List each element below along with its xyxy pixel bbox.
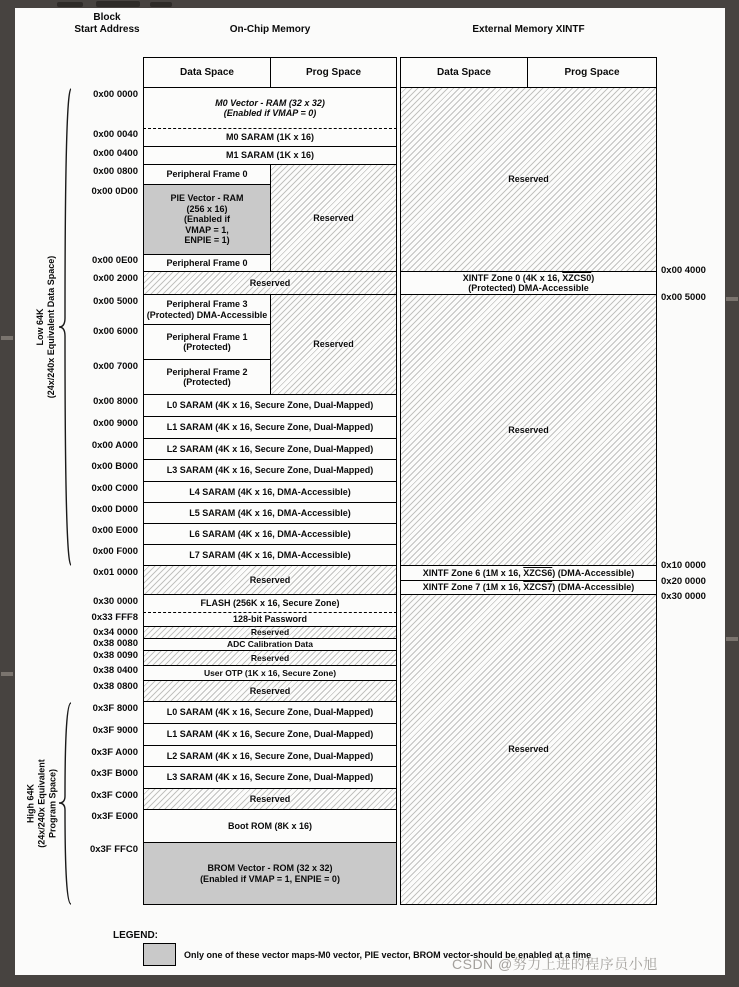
label-line: Peripheral Frame 2 — [166, 366, 248, 377]
address-label: 0x00 C000 — [91, 483, 138, 494]
column-header-onchip-prog: Prog Space — [270, 57, 397, 88]
block-l7-saram: L7 SARAM (4K x 16, DMA-Accessible) — [143, 545, 397, 566]
address-label: 0x01 0000 — [93, 567, 138, 578]
block-boot-rom: Boot ROM (8K x 16) — [143, 810, 397, 843]
block-l6-saram: L6 SARAM (4K x 16, DMA-Accessible) — [143, 524, 397, 545]
column-header-external-data: Data Space — [400, 57, 528, 88]
address-label: 0x20 0000 — [661, 576, 706, 587]
legend-text: Only one of these vector maps-M0 vector, PIE vector, BROM vector-should be enabled at a time — [184, 950, 592, 960]
address-label: 0x3F FFC0 — [89, 844, 138, 855]
block-ext-reserved-top: Reserved — [400, 88, 657, 272]
block-reserved-0x10000: Reserved — [143, 566, 397, 595]
address-label: 0x00 A000 — [91, 440, 138, 451]
address-label: 0x00 7000 — [93, 361, 138, 372]
block-l0-saram: L0 SARAM (4K x 16, Secure Zone, Dual-Mapped) — [143, 395, 397, 417]
low-64k-label — [35, 207, 57, 447]
label-line: (Protected) DMA-Accessible — [468, 283, 589, 293]
address-label: 0x00 B000 — [91, 461, 138, 472]
legend-title: LEGEND: — [113, 930, 158, 941]
heading-line: Start Address — [74, 24, 140, 35]
address-label: 0x30 0000 — [93, 596, 138, 607]
block-l3-saram: L3 SARAM (4K x 16, Secure Zone, Dual-Mapped) — [143, 460, 397, 482]
address-label: 0x3F A000 — [91, 747, 138, 758]
address-label: 0x3F E000 — [91, 811, 138, 822]
address-label: 0x00 0800 — [93, 166, 138, 177]
block-ext-reserved-middle: Reserved — [400, 295, 657, 566]
block-l3-saram-high: L3 SARAM (4K x 16, Secure Zone, Dual-Mapped) — [143, 767, 397, 789]
top-crop-artifact — [96, 1, 140, 7]
label-line: Program Space) — [47, 768, 58, 839]
block-peripheral-frame3 — [143, 295, 271, 325]
address-label: 0x38 0090 — [93, 650, 138, 661]
address-label: 0x00 2000 — [93, 273, 138, 284]
label-line: High 64K — [25, 784, 36, 824]
legend-vector-swatch — [143, 943, 176, 966]
block-l1-saram-high: L1 SARAM (4K x 16, Secure Zone, Dual-Mapped) — [143, 724, 397, 746]
label-line: (256 x 16) — [186, 203, 228, 214]
csdn-watermark: CSDN @努力上进的程序员小旭 — [452, 956, 658, 972]
label-line: M0 Vector - RAM (32 x 32) — [215, 97, 325, 108]
top-crop-artifact — [150, 2, 172, 7]
block-l0-saram-high: L0 SARAM (4K x 16, Secure Zone, Dual-Mapped) — [143, 702, 397, 724]
block-reserved-0x340000: Reserved — [143, 627, 397, 639]
label-line: VMAP = 1, — [185, 224, 229, 235]
frame-tick — [726, 637, 738, 641]
block-m1-saram: M1 SARAM (1K x 16) — [143, 147, 397, 165]
address-label: 0x00 9000 — [93, 418, 138, 429]
block-prog-reserved-lower: Reserved — [270, 295, 397, 395]
zone0-signal: XZCS0 — [562, 272, 592, 283]
block-xintf-zone0 — [400, 272, 657, 295]
address-label: 0x34 0000 — [93, 627, 138, 638]
onchip-memory-title: On-Chip Memory — [229, 24, 311, 35]
address-label: 0x3F B000 — [90, 768, 138, 779]
column-header-onchip-data: Data Space — [143, 57, 271, 88]
address-label: 0x00 0400 — [93, 148, 138, 159]
label-line — [423, 568, 635, 579]
block-l5-saram: L5 SARAM (4K x 16, DMA-Accessible) — [143, 503, 397, 524]
block-prog-reserved-upper: Reserved — [270, 165, 397, 272]
address-label: 0x00 0E00 — [92, 255, 138, 266]
address-label: 0x00 5000 — [93, 296, 138, 307]
address-label: 0x00 D000 — [91, 504, 138, 515]
label-line: (Protected) DMA-Accessible — [146, 309, 268, 320]
label-line: (24x/240x Equivalent Data Space) — [46, 255, 56, 399]
block-l2-saram: L2 SARAM (4K x 16, Secure Zone, Dual-Mapped) — [143, 439, 397, 460]
label-line: (Protected) — [183, 377, 231, 387]
address-label: 0x38 0400 — [93, 665, 138, 676]
zone6-text: ) (DMA-Accessible) — [552, 567, 635, 578]
zone6-text: XINTF Zone 6 (1M x 16, — [422, 567, 524, 578]
block-l4-saram: L4 SARAM (4K x 16, DMA-Accessible) — [143, 482, 397, 503]
block-m0-vector — [143, 88, 397, 128]
address-label: 0x00 E000 — [92, 525, 138, 536]
label-line: (Enabled if VMAP = 1, ENPIE = 0) — [200, 873, 340, 884]
block-peripheral-frame0-bottom: Peripheral Frame 0 — [143, 255, 271, 272]
address-label: 0x00 0000 — [93, 89, 138, 100]
top-crop-artifact — [57, 2, 83, 7]
block-peripheral-frame1 — [143, 325, 271, 360]
address-label: 0x33 FFF8 — [91, 612, 138, 623]
address-label: 0x00 0D00 — [91, 186, 138, 197]
address-label: 0x00 6000 — [93, 326, 138, 337]
label-line: Low 64K — [35, 308, 45, 346]
zone7-text: XINTF Zone 7 (1M x 16, — [422, 582, 524, 593]
address-label: 0x00 F000 — [92, 546, 138, 557]
address-label: 0x00 4000 — [661, 265, 706, 276]
block-brom-vector — [143, 843, 397, 905]
zone7-signal: XZCS7 — [523, 582, 553, 593]
frame-tick — [1, 336, 13, 340]
zone0-text: XINTF Zone 0 (4K x 16, — [462, 272, 563, 283]
label-line — [463, 273, 595, 284]
address-label: 0x3F 8000 — [92, 703, 138, 714]
label-line: (24x/240x Equivalent — [36, 759, 47, 848]
block-reserved-0x2000: Reserved — [143, 272, 397, 295]
block-peripheral-frame2 — [143, 360, 271, 395]
address-label: 0x38 0800 — [93, 681, 138, 692]
label-line: Peripheral Frame 1 — [166, 331, 248, 342]
address-label: 0x00 5000 — [661, 292, 706, 303]
block-reserved-0x3fc000: Reserved — [143, 789, 397, 810]
low-64k-brace — [57, 88, 73, 566]
block-xintf-zone7 — [400, 581, 657, 595]
block-adc-calibration: ADC Calibration Data — [143, 639, 397, 651]
block-l2-saram-high: L2 SARAM (4K x 16, Secure Zone, Dual-Mapped) — [143, 746, 397, 767]
address-label: 0x3F 9000 — [92, 725, 138, 736]
block-xintf-zone6 — [400, 566, 657, 581]
heading-line: Block — [93, 12, 121, 23]
address-label: 0x00 8000 — [93, 396, 138, 407]
high-64k-label — [26, 729, 59, 879]
label-line: BROM Vector - ROM (32 x 32) — [207, 863, 333, 873]
label-line: (Protected) — [183, 342, 231, 352]
block-password: 128-bit Password — [143, 612, 397, 627]
block-reserved-0x380800: Reserved — [143, 681, 397, 702]
column-header-external-prog: Prog Space — [527, 57, 657, 88]
frame-tick — [1, 672, 13, 676]
address-label: 0x30 0000 — [661, 591, 706, 602]
zone6-signal: XZCS6 — [523, 567, 553, 578]
block-flash: FLASH (256K x 16, Secure Zone) — [143, 595, 397, 612]
zone7-text: ) (DMA-Accessible) — [552, 582, 635, 593]
block-l1-saram: L1 SARAM (4K x 16, Secure Zone, Dual-Mapped) — [143, 417, 397, 439]
high-64k-brace — [57, 702, 73, 905]
address-label: 0x10 0000 — [661, 560, 706, 571]
label-line: ENPIE = 1) — [184, 235, 230, 246]
block-ext-reserved-bottom: Reserved — [400, 595, 657, 905]
block-pie-vector — [143, 185, 271, 255]
address-label: 0x3F C000 — [90, 790, 138, 801]
address-label: 0x38 0080 — [93, 638, 138, 649]
external-memory-title: External Memory XINTF — [472, 24, 585, 35]
label-line: Peripheral Frame 3 — [166, 299, 248, 309]
label-line — [423, 582, 635, 593]
label-line: PIE Vector - RAM — [170, 193, 244, 204]
block-user-otp: User OTP (1K x 16, Secure Zone) — [143, 666, 397, 681]
label-line: (Enabled if — [183, 214, 230, 225]
label-line: (Enabled if VMAP = 0) — [223, 108, 317, 118]
block-reserved-0x380090: Reserved — [143, 651, 397, 666]
block-peripheral-frame0-top: Peripheral Frame 0 — [143, 165, 271, 185]
address-label: 0x00 0040 — [93, 129, 138, 140]
block-m0-saram: M0 SARAM (1K x 16) — [143, 128, 397, 147]
zone0-text: ) — [591, 272, 595, 283]
